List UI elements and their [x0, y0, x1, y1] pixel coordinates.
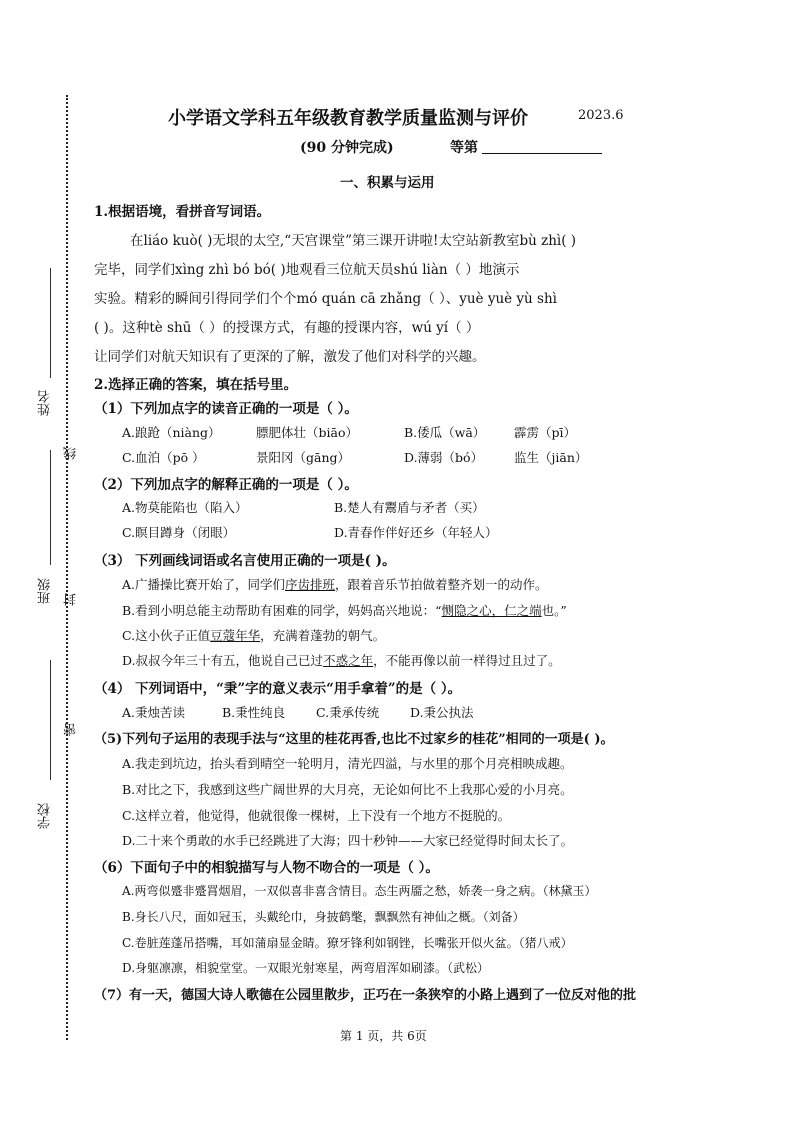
name-field-line — [50, 268, 51, 378]
option-d: D.青春作伴好还乡（年轻人） — [334, 525, 498, 540]
page-footer: 第 1 页，共 6页 — [340, 1029, 427, 1043]
option-b-2: 霹雳（pī） — [514, 425, 576, 440]
underlined-phrase: 不惑之年 — [323, 653, 374, 668]
option-b: B.看到小明总能主动帮助有困难的同学，妈妈高兴地说：“恻隐之心，仁之端也。” — [122, 603, 567, 618]
option-d-2: 监生（jiān） — [514, 450, 588, 465]
class-label: 班级 — [38, 578, 53, 604]
option-a-2: 膘肥体壮（biāo） — [256, 425, 358, 440]
option-d: D.身躯凛凛，相貌堂堂。一双眼光射寒星，两弯眉浑如刷漆。（武松） — [122, 961, 490, 975]
name-label: 姓名 — [38, 390, 53, 416]
option-b: B.身长八尺，面如冠玉，头戴纶巾，身披鹤氅，飘飘然有神仙之概。（刘备） — [122, 910, 525, 924]
option-c: C.血泊（pō ） — [122, 450, 205, 465]
q1-line: 在liáo kuò( )无垠的太空,“天宫课堂”第三课开讲啦!太空站新教室bù zhì( ) — [130, 233, 577, 249]
option-d: D.叔叔今年三十有五，他说自己已过不惑之年，不能再像以前一样得过且过了。 — [122, 653, 561, 668]
q2-6-question: （6）下面句子中的相貌描写与人物不吻合的一项是（ ）。 — [94, 860, 439, 876]
underlined-phrase: 恻隐之心，仁之端 — [441, 603, 542, 618]
option-c: C.这小伙子正值豆蔻年华，充满着蓬勃的朝气。 — [122, 628, 386, 643]
underlined-phrase: 序齿排班 — [285, 577, 336, 592]
grade-label: 等第 — [450, 140, 478, 156]
option-b: B.秉性纯良 — [222, 705, 286, 720]
grade-input-line[interactable] — [482, 153, 602, 154]
q1-line: 实验。精彩的瞬间引得同学们个个mó quán cā zhǎng（ ）、yuè yuè yù shì — [94, 291, 557, 307]
option-a: A.踉跄（niàng） — [122, 425, 221, 440]
option-c: C.秉承传统 — [316, 705, 380, 720]
option-d: D.二十来个勇敢的水手已经跳进了大海；四十秒钟——大家已经觉得时间太长了。 — [122, 833, 574, 848]
option-d: D.秉公执法 — [410, 705, 474, 720]
option-a: A.广播操比赛开始了，同学们序齿排班，跟着音乐节拍做着整齐划一的动作。 — [122, 577, 548, 592]
option-b: B.楚人有鬻盾与矛者（买） — [334, 500, 485, 515]
q1-line: 完毕，同学们xìng zhì bó bó( )地观看三位航天员shú liàn（ ）地演示 — [94, 262, 520, 278]
option-a: A.秉烛苦读 — [122, 705, 186, 720]
q1-line: ( )。这种tè shū（ ）的授课方式，有趣的授课内容，wú yí（ ） — [94, 320, 480, 336]
q1-line: 让同学们对航天知识有了更深的了解，激发了他们对科学的兴趣。 — [94, 349, 486, 365]
section-heading: 一、积累与运用 — [340, 175, 435, 191]
option-a: A.物莫能陷也（陷入） — [122, 500, 248, 515]
option-a: A.两弯似蹙非蹙罥烟眉，一双似喜非喜含情目。态生两靥之愁，娇袭一身之病。（林黛玉） — [122, 884, 597, 898]
underlined-phrase: 豆蔻年华 — [210, 628, 261, 643]
option-d: D.薄弱（bó） — [404, 450, 484, 465]
q2-3-question: （3） 下列画线词语或名言使用正确的一项是( )。 — [94, 553, 396, 569]
option-b: B.对比之下，我感到这些广阔世界的大月亮，无论如何比不上我那心爱的小月亮。 — [122, 782, 573, 797]
q2-2-question: （2）下列加点字的解释正确的一项是（ ）。 — [94, 477, 358, 493]
option-b: B.倭瓜（wā） — [404, 425, 486, 440]
option-c-2: 景阳冈（gāng） — [256, 450, 351, 465]
option-a: A.我走到坑边，抬头看到晴空一轮明月，清光四溢，与水里的那个月亮相映成趣。 — [122, 756, 573, 771]
class-field-line — [50, 450, 51, 565]
q1-title: 1.根据语境，看拼音写词语。 — [94, 204, 271, 220]
seal-text-secret: 密 — [64, 723, 79, 736]
exam-duration: (90 分钟完成) — [300, 140, 394, 156]
school-field-line — [50, 660, 51, 780]
q2-1-question: （1）下列加点字的读音正确的一项是（ ）。 — [94, 401, 358, 417]
q2-4-question: （4） 下列词语中，“秉”字的意义表示“用手拿着”的是（ ）。 — [94, 681, 462, 697]
option-c: C.卷脏莲蓬吊搭嘴，耳如蒲扇显金睛。獠牙锋利如钢锉，长嘴张开似火盆。（猪八戒） — [122, 936, 573, 950]
seal-text-line: 线 — [64, 447, 79, 460]
exam-date: 2023.6 — [578, 108, 624, 123]
school-label: 学校 — [38, 803, 53, 829]
dotted-binding-line — [66, 95, 68, 1040]
option-c: C.瞑目蹲身（闭眼） — [122, 525, 236, 540]
exam-title: 小学语文学科五年级教育教学质量监测与评价 — [168, 108, 528, 129]
q2-7-question: （7）有一天，德国大诗人歌德在公园里散步，正巧在一条狭窄的小路上遇到了一位反对他的批 — [94, 988, 637, 1003]
q2-5-question: （5)下列句子运用的表现手法与“这里的桂花再香,也比不过家乡的桂花”相同的一项是( )。 — [94, 732, 614, 747]
option-c: C.这样立着，他觉得，他就很像一棵树，上下没有一个地方不挺脱的。 — [122, 808, 511, 823]
q2-title: 2.选择正确的答案，填在括号里。 — [94, 377, 298, 393]
seal-text-seal: 封 — [64, 593, 79, 606]
